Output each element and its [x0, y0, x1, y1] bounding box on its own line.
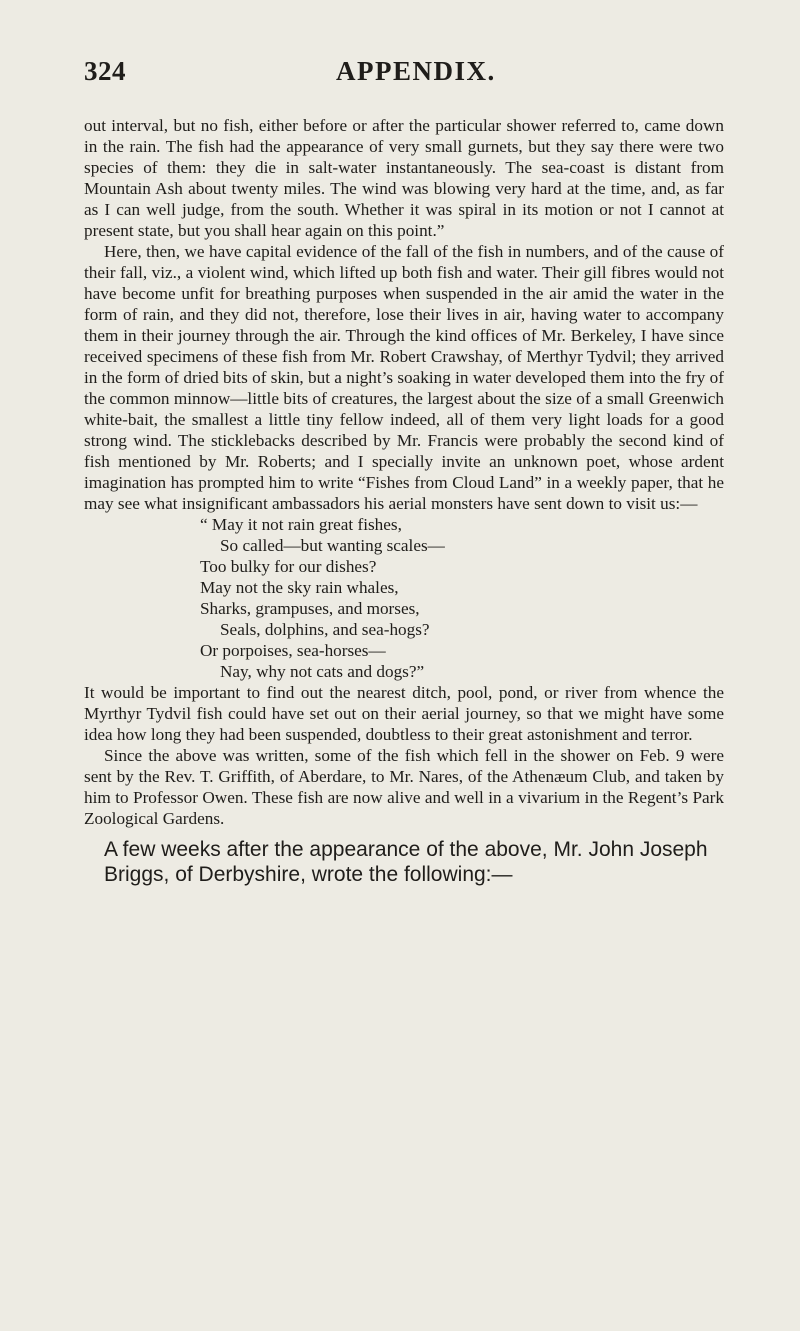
- poem-line: So called—but wanting scales—: [220, 536, 445, 555]
- paragraph: Since the above was written, some of the fish which fell in the shower on Feb. 9 were sent by the Rev. T. Griffith, of Aberdare, to Mr. Nares, of the Athenæum Club, and taken by him to Professor Owen. These fish are now alive and well in a vivarium in the Regent’s Park Zoological Gardens.: [84, 746, 724, 828]
- poem-line: Nay, why not cats and dogs?”: [220, 662, 425, 681]
- poem-line: Too bulky for our dishes?: [200, 557, 377, 576]
- poem-line: Or porpoises, sea-horses—: [200, 641, 386, 660]
- paragraph: out interval, but no fish, either before or after the particular shower referred to, came down in the rain. The fish had the appearance of very small gurnets, but they say there were two species of them: they die in salt-water instantaneously. The sea-coast is distant from Mountain Ash about twenty miles. The wind was blowing very hard at the time, and, as far as I can well judge, from the south. Whether it was spiral in its motion or not I cannot at present state, but you shall hear again on this point.”: [84, 116, 724, 240]
- page-body: [84, 115, 724, 887]
- paragraph-large: A few weeks after the appearance of the above, Mr. John Joseph Briggs, of Derbyshire, wrote the following:—: [104, 838, 708, 886]
- poem: [84, 514, 724, 682]
- page-header: [0, 56, 800, 96]
- running-head: APPENDIX.: [336, 56, 496, 86]
- paragraph: It would be important to find out the nearest ditch, pool, pond, or river from whence the Myrthyr Tydvil fish could have set out on their aerial journey, so that we might have some idea how long they had been suspended, doubtless to their great astonishment and terror.: [84, 683, 724, 744]
- poem-line: Sharks, grampuses, and morses,: [200, 599, 420, 618]
- poem-line: May not the sky rain whales,: [200, 578, 399, 597]
- paragraph: Here, then, we have capital evidence of the fall of the fish in numbers, and of the cause of their fall, viz., a violent wind, which lifted up both fish and water. Their gill fibres would not have become unfit for breathing purposes when suspended in the air amid the water in the form of rain, and they did not, therefore, lose their lives in air, having water to accompany them in their journey through the air. Through the kind offices of Mr. Berkeley, I have since received specimens of these fish from Mr. Robert Crawshay, of Merthyr Tydvil; they arrived in the form of dried bits of skin, but a night’s soaking in water developed them into the fry of the common minnow—little bits of creatures, the largest about the size of a small Greenwich white-bait, the smallest a little tiny fellow indeed, all of them very light loads for a good strong wind. The sticklebacks described by Mr. Francis were probably the second kind of fish mentioned by Mr. Roberts; and I specially invite an unknown poet, whose ardent imagination has prompted him to write “Fishes from Cloud Land” in a weekly paper, that he may see what insignificant ambassadors his aerial monsters have sent down to visit us:—: [84, 242, 724, 513]
- poem-line: Seals, dolphins, and sea-hogs?: [220, 620, 430, 639]
- page-number: 324: [84, 56, 126, 86]
- poem-line: “ May it not rain great fishes,: [200, 515, 402, 534]
